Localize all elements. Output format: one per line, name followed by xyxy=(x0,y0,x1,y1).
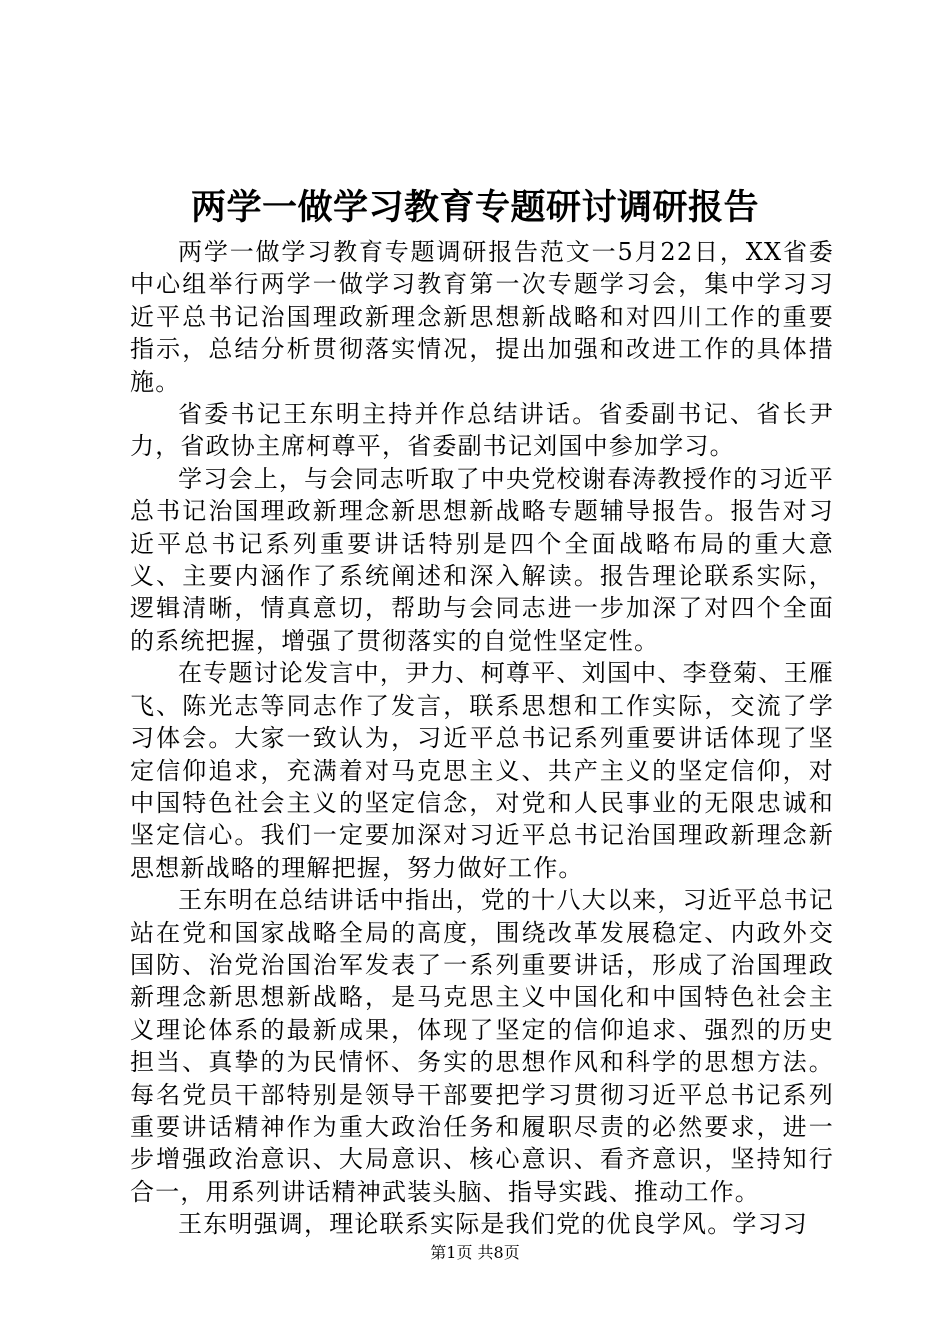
paragraph: 两学一做学习教育专题调研报告范文一5月22日，XX省委中心组举行两学一做学习教育第一次专题学习会，集中学习习近平总书记治国理政新理念新思想新战略和对四川工作的重要指示，总结分析贯彻落实情况，提出加强和改进工作的具体措施。 xyxy=(130,238,834,396)
paragraph: 学习会上，与会同志听取了中央党校谢春涛教授作的习近平总书记治国理政新理念新思想新战略专题辅导报告。报告对习近平总书记系列重要讲话特别是四个全面战略布局的重大意义、主要内涵作了系统阐述和深入解读。报告理论联系实际，逻辑清晰，情真意切，帮助与会同志进一步加深了对四个全面的系统把握，增强了贯彻落实的自觉性坚定性。 xyxy=(130,464,834,655)
paragraph: 在专题讨论发言中，尹力、柯尊平、刘国中、李登菊、王雁飞、陈光志等同志作了发言，联系思想和工作实际，交流了学习体会。大家一致认为，习近平总书记系列重要讲话体现了坚定信仰追求，充满着对马克思主义、共产主义的坚定信仰，对中国特色社会主义的坚定信念，对党和人民事业的无限忠诚和坚定信心。我们一定要加深对习近平总书记治国理政新理念新思想新战略的理解把握，努力做好工作。 xyxy=(130,659,834,882)
page-footer: 第1页 共8页 xyxy=(430,1243,520,1262)
paragraph: 王东明在总结讲话中指出，党的十八大以来，习近平总书记站在党和国家战略全局的高度，围绕改革发展稳定、内政外交国防、治党治国治军发表了一系列重要讲话，形成了治国理政新理念新思想新战略，是马克思主义中国化和中国特色社会主义理论体系的最新成果，体现了坚定的信仰追求、强烈的历史担当、真挚的为民情怀、务实的思想作风和科学的思想方法。每名党员干部特别是领导干部要把学习贯彻习近平总书记系列重要讲话精神作为重大政治任务和履职尽责的必然要求，进一步增强政治意识、大局意识、核心意识、看齐意识，坚持知行合一，用系列讲话精神武装头脑、指导实践、推动工作。 xyxy=(130,886,834,1206)
paragraph: 王东明强调，理论联系实际是我们党的优良学风。学习习 xyxy=(178,1210,808,1239)
document-title: 两学一做学习教育专题研讨调研报告 xyxy=(190,187,759,228)
document-body xyxy=(130,236,834,1241)
paragraph: 省委书记王东明主持并作总结讲话。省委副书记、省长尹力，省政协主席柯尊平，省委副书记刘国中参加学习。 xyxy=(130,400,834,461)
